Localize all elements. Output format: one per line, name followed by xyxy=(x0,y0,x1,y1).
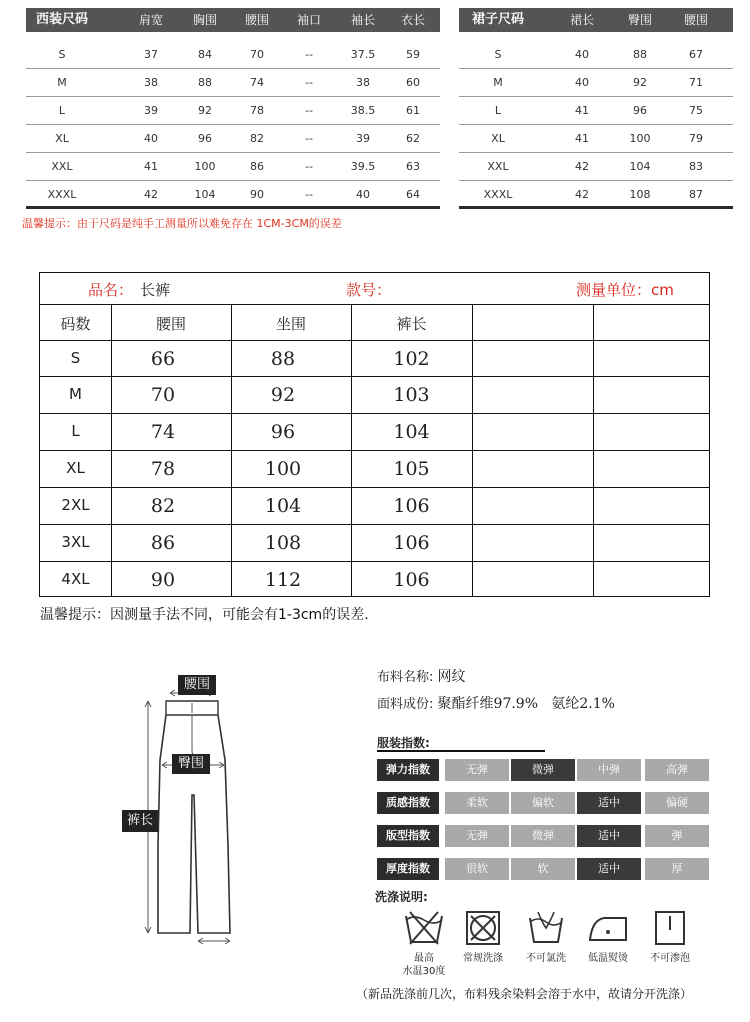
fabric-name-value: 网纹 xyxy=(437,669,466,685)
table-bottom-rule xyxy=(459,206,733,209)
table-cell: XXL xyxy=(51,160,73,173)
index-option: 高弹 xyxy=(645,759,709,781)
index-option: 弹 xyxy=(645,825,709,847)
table-cell: 74 xyxy=(150,421,176,443)
table-cell: 100 xyxy=(264,458,302,480)
table-cell: 71 xyxy=(689,76,703,89)
suit-size-table-header xyxy=(26,8,440,32)
table-cell: 100 xyxy=(629,132,651,145)
table-cell: 37.5 xyxy=(350,48,376,61)
no-bleach-icon xyxy=(524,908,568,948)
table-cell: S xyxy=(58,48,66,61)
table-rule xyxy=(40,304,709,305)
table-cell: -- xyxy=(305,188,313,201)
table-cell: 75 xyxy=(689,104,703,117)
table-cell: 62 xyxy=(406,132,420,145)
table-cell: -- xyxy=(305,160,313,173)
table-row xyxy=(459,68,733,97)
washing-caption: 不可渗泡 xyxy=(650,953,690,964)
indices-title: 服装指数: xyxy=(377,736,430,750)
table-cell: 96 xyxy=(633,104,647,117)
table-cell: 108 xyxy=(629,188,651,201)
table-row xyxy=(26,152,440,181)
index-label: 版型指数 xyxy=(377,825,439,847)
table-cell: 40 xyxy=(356,188,370,201)
table-cell: 104 xyxy=(629,160,651,173)
table-cell: 88 xyxy=(633,48,647,61)
index-option: 厚 xyxy=(645,858,709,880)
washing-title: 洗涤说明: xyxy=(375,890,428,904)
fabric-composition-label: 面料成份: xyxy=(377,697,434,712)
table-cell: 59 xyxy=(406,48,420,61)
table-row xyxy=(459,124,733,153)
index-option: 适中 xyxy=(577,825,641,847)
table-cell: 104 xyxy=(264,495,302,517)
table-cell: 92 xyxy=(270,384,296,406)
table-cell: M xyxy=(57,76,67,89)
washing-caption: 常规洗涤 xyxy=(463,953,503,964)
index-option: 偏硬 xyxy=(645,792,709,814)
table-cell: 103 xyxy=(393,384,430,406)
table-cell: 41 xyxy=(575,104,589,117)
washing-caption: 不可氯洗 xyxy=(526,953,566,964)
table-cell: XXXL xyxy=(47,188,77,201)
index-label: 弹力指数 xyxy=(377,759,439,781)
table-cell: 42 xyxy=(575,160,589,173)
table-cell: -- xyxy=(305,48,313,61)
index-option: 适中 xyxy=(577,792,641,814)
table-rule xyxy=(40,487,709,488)
table-cell: 79 xyxy=(689,132,703,145)
index-row xyxy=(377,792,711,814)
table-cell: 104 xyxy=(393,421,430,443)
header-cell: 肩宽 xyxy=(138,13,163,27)
table-cell: 74 xyxy=(250,76,264,89)
table-cell: 2XL xyxy=(61,496,90,514)
header-cell: 衣长 xyxy=(400,13,425,27)
table-cell: 38 xyxy=(144,76,158,89)
table-cell: XL xyxy=(491,132,505,145)
table-cell: L xyxy=(71,422,80,440)
table-cell: L xyxy=(58,104,66,117)
table-cell: -- xyxy=(305,104,313,117)
washing-item xyxy=(638,908,702,965)
header-cell: 臀围 xyxy=(627,13,652,27)
table-cell: 63 xyxy=(406,160,420,173)
table-row xyxy=(26,40,440,69)
table-cell: XXXL xyxy=(483,188,513,201)
table-row xyxy=(26,180,440,209)
table-cell: 112 xyxy=(264,569,302,591)
table-cell: S xyxy=(494,48,502,61)
table-cell: 102 xyxy=(393,348,430,370)
style-number-label: 款号： xyxy=(346,281,392,299)
index-label: 质感指数 xyxy=(377,792,439,814)
table-cell: 100 xyxy=(194,160,216,173)
fabric-composition-value: 聚酯纤维97.9% 氨纶2.1% xyxy=(437,696,615,712)
normal-wash-icon xyxy=(461,908,505,948)
fabric-name-label: 布料名称: xyxy=(377,670,434,685)
table-header-cell: 腰围 xyxy=(155,315,186,333)
table-cell: 106 xyxy=(393,495,430,517)
table-cell: 41 xyxy=(575,132,589,145)
table-rule xyxy=(40,524,709,525)
table-rule xyxy=(40,561,709,562)
table-rule xyxy=(40,413,709,414)
skirt-size-table-header xyxy=(459,8,733,32)
table-cell: 41 xyxy=(144,160,158,173)
wash-30-icon xyxy=(402,908,446,948)
index-option: 柔软 xyxy=(445,792,509,814)
index-row xyxy=(377,759,711,781)
table-cell: 38.5 xyxy=(350,104,376,117)
index-row xyxy=(377,825,711,847)
index-option: 微弹 xyxy=(511,759,575,781)
table-cell: 105 xyxy=(393,458,430,480)
table-cell: 96 xyxy=(270,421,296,443)
table-cell: 38 xyxy=(356,76,370,89)
pants-tip: 温馨提示：因测量手法不同，可能会有1-3cm的误差. xyxy=(40,607,369,623)
table-cell: XL xyxy=(66,459,85,477)
table-cell: 37 xyxy=(144,48,158,61)
index-option: 无弹 xyxy=(445,825,509,847)
table-cell: 86 xyxy=(150,532,176,554)
table-cell: 78 xyxy=(250,104,264,117)
table-cell: 106 xyxy=(393,569,430,591)
table-cell: 39.5 xyxy=(350,160,376,173)
table-cell: 78 xyxy=(150,458,176,480)
table-cell: 40 xyxy=(575,48,589,61)
table-row xyxy=(459,40,733,69)
table-cell: 88 xyxy=(198,76,212,89)
washing-item xyxy=(514,908,578,965)
washing-footnote: （新品洗涤前几次，布料残余染料会溶于水中，故请分开洗涤） xyxy=(356,987,693,1001)
table-row xyxy=(459,96,733,125)
table-rule xyxy=(40,340,709,341)
table-header-cell: 坐围 xyxy=(275,315,306,333)
table-cell: 60 xyxy=(406,76,420,89)
table-cell: 82 xyxy=(150,495,176,517)
length-label: 裤长 xyxy=(122,810,158,832)
pants-measurement-diagram xyxy=(100,665,280,965)
table-cell: 96 xyxy=(198,132,212,145)
product-label: 品名： xyxy=(88,281,134,299)
table-row xyxy=(26,96,440,125)
fabric-name xyxy=(377,666,466,686)
hip-label: 臀围 xyxy=(172,754,210,774)
table-cell: 42 xyxy=(144,188,158,201)
table-cell: 70 xyxy=(250,48,264,61)
measurement-tip: 温馨提示：由于尺码是纯手工测量所以难免存在 1CM-3CM的误差 xyxy=(22,217,342,230)
table-cell: M xyxy=(69,385,82,403)
table-row xyxy=(26,124,440,153)
table-cell: 88 xyxy=(270,348,296,370)
table-cell: 87 xyxy=(689,188,703,201)
table-cell: 3XL xyxy=(61,533,90,551)
table-cell: 90 xyxy=(250,188,264,201)
table-cell: XXL xyxy=(487,160,509,173)
header-cell: 裙长 xyxy=(569,13,594,27)
table-row xyxy=(459,180,733,209)
index-label: 厚度指数 xyxy=(377,858,439,880)
indices-underline xyxy=(377,750,545,752)
unit-label: 测量单位：cm xyxy=(576,281,674,299)
no-soak-icon xyxy=(648,908,692,948)
header-cell: 袖长 xyxy=(350,13,375,27)
table-cell: 66 xyxy=(150,348,176,370)
table-cell: 108 xyxy=(264,532,302,554)
waist-label: 腰围 xyxy=(178,675,216,695)
table-cell: 42 xyxy=(575,188,589,201)
table-cell: 64 xyxy=(406,188,420,201)
index-option: 偏软 xyxy=(511,792,575,814)
table-cell: M xyxy=(493,76,503,89)
index-option: 很软 xyxy=(445,858,509,880)
washing-item xyxy=(451,908,515,965)
table-header-cell: 裤长 xyxy=(396,315,427,333)
table-cell: -- xyxy=(305,132,313,145)
table-cell: 61 xyxy=(406,104,420,117)
table-cell: -- xyxy=(305,76,313,89)
table-cell: 4XL xyxy=(61,570,90,588)
table-cell: 39 xyxy=(144,104,158,117)
table-cell: 83 xyxy=(689,160,703,173)
index-row xyxy=(377,858,711,880)
table-bottom-rule xyxy=(26,206,440,209)
index-option: 软 xyxy=(511,858,575,880)
washing-caption: 最高 xyxy=(414,953,434,964)
index-option: 中弹 xyxy=(577,759,641,781)
table-cell: 86 xyxy=(250,160,264,173)
table-row xyxy=(459,152,733,181)
table-cell: 70 xyxy=(150,384,176,406)
pants-size-table xyxy=(39,272,710,597)
table-row xyxy=(26,68,440,97)
table-rule xyxy=(40,450,709,451)
header-cell: 西装尺码 xyxy=(35,12,88,27)
washing-caption: 水温30度 xyxy=(402,966,446,977)
table-header-cell: 码数 xyxy=(60,315,91,333)
index-option: 无弹 xyxy=(445,759,509,781)
product-name: 长裤 xyxy=(140,281,171,299)
table-cell: XL xyxy=(55,132,69,145)
table-cell: 92 xyxy=(633,76,647,89)
table-cell: 40 xyxy=(575,76,589,89)
table-cell: 40 xyxy=(144,132,158,145)
header-cell: 裙子尺码 xyxy=(471,12,524,27)
table-cell: S xyxy=(70,349,81,367)
washing-item xyxy=(576,908,640,965)
washing-item xyxy=(392,908,456,978)
header-cell: 胸围 xyxy=(192,13,217,27)
table-cell: 92 xyxy=(198,104,212,117)
index-option: 适中 xyxy=(577,858,641,880)
table-cell: L xyxy=(494,104,502,117)
table-cell: 104 xyxy=(194,188,216,201)
fabric-composition xyxy=(377,693,615,713)
index-option: 微弹 xyxy=(511,825,575,847)
table-cell: 82 xyxy=(250,132,264,145)
washing-caption: 低温熨烫 xyxy=(588,953,628,964)
header-cell: 腰围 xyxy=(683,13,708,27)
table-cell: 106 xyxy=(393,532,430,554)
low-iron-icon xyxy=(586,908,630,948)
table-rule xyxy=(40,376,709,377)
header-cell: 腰围 xyxy=(244,13,269,27)
table-cell: 90 xyxy=(150,569,176,591)
table-cell: 84 xyxy=(198,48,212,61)
table-cell: 67 xyxy=(689,48,703,61)
header-cell: 袖口 xyxy=(296,13,321,27)
table-cell: 39 xyxy=(356,132,370,145)
